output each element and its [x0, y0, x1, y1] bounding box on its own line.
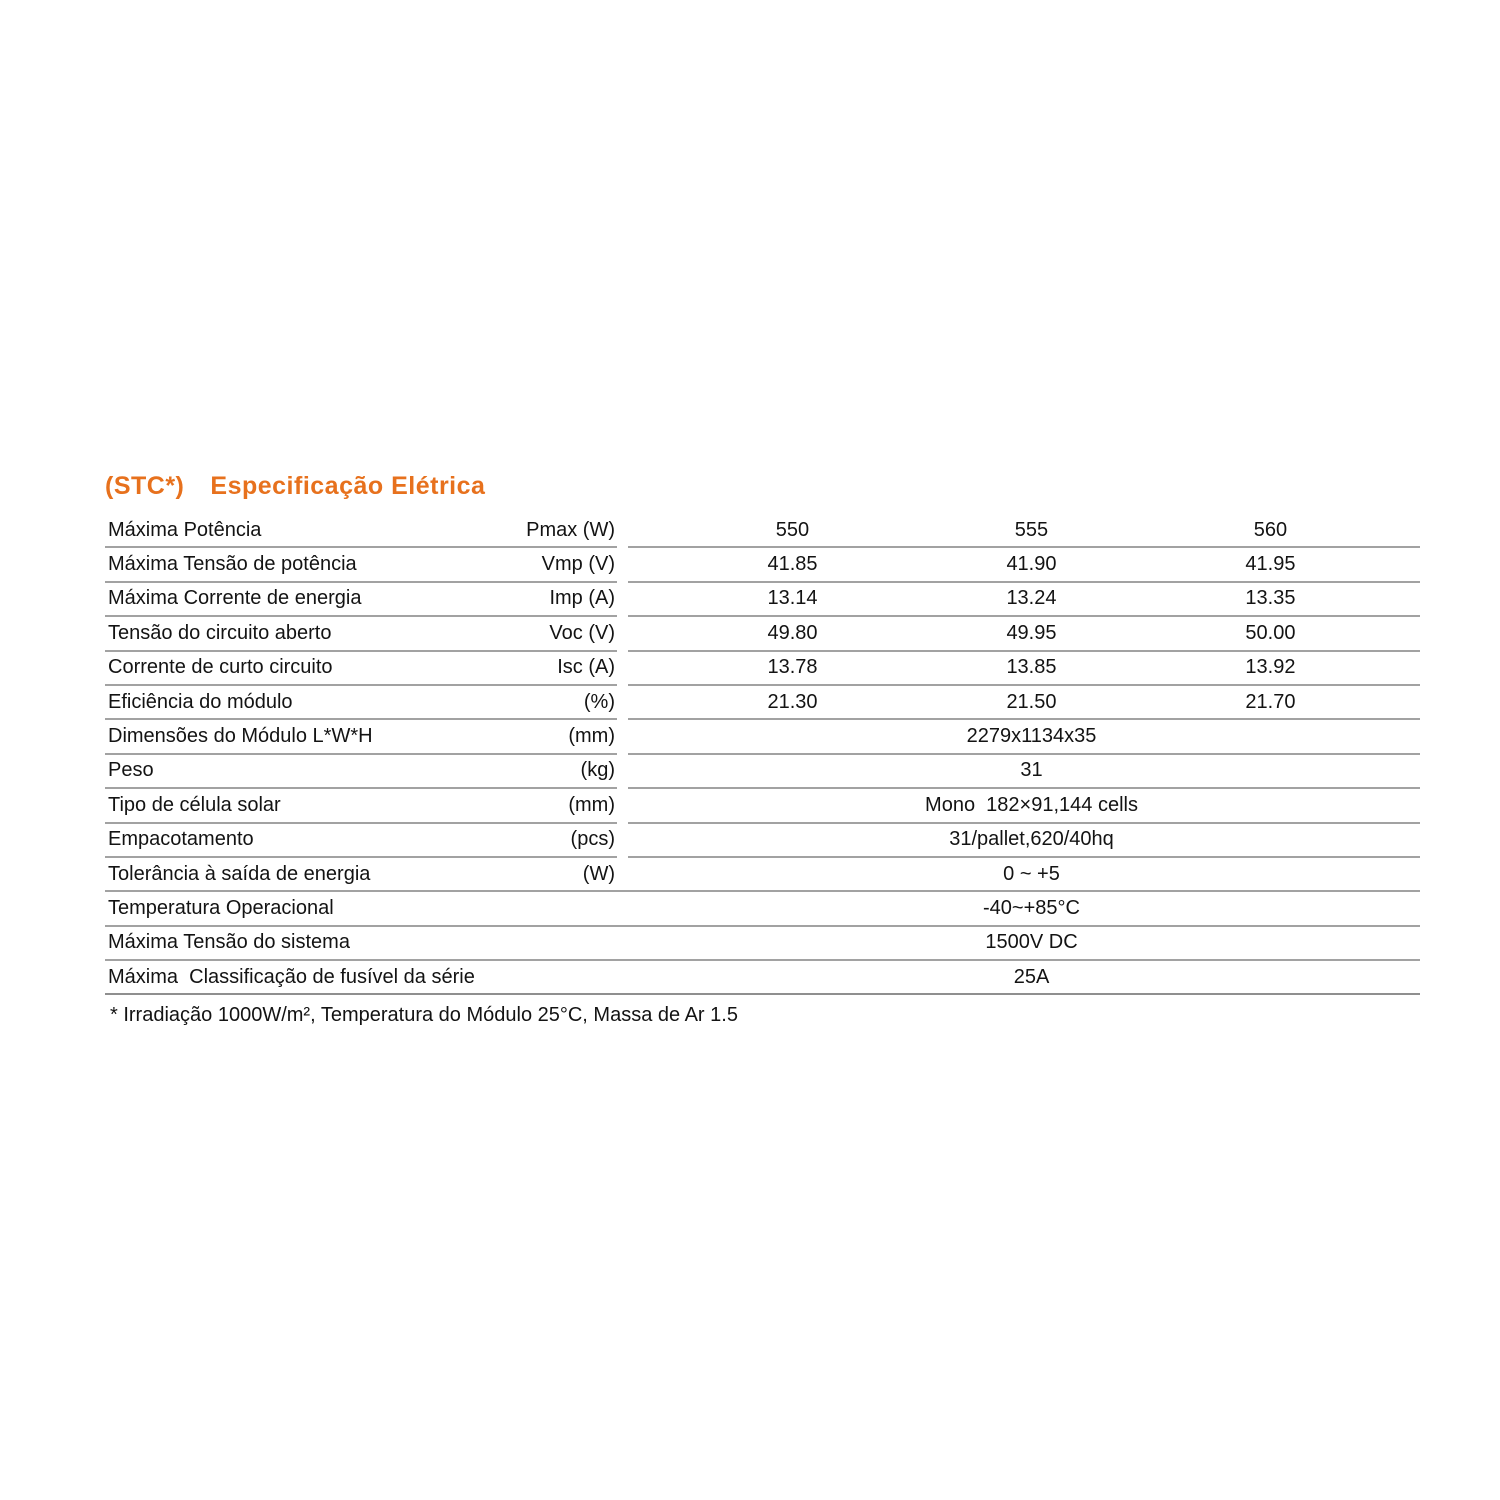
row-value-merged: -40~+85°C: [983, 896, 1080, 919]
row-value: 49.95: [1006, 621, 1057, 644]
row-unit: Isc (A): [557, 656, 615, 679]
row-value-merged: 31/pallet,620/40hq: [949, 828, 1114, 851]
row-value-merged: 2279x1134x35: [966, 725, 1097, 748]
row-unit: (W): [582, 862, 615, 885]
stc-footnote: * Irradiação 1000W/m², Temperatura do Módulo 25°C, Massa de Ar 1.5: [110, 1004, 738, 1027]
row-value: 13.14: [767, 587, 818, 610]
row-value: 50.00: [1245, 621, 1296, 644]
row-value: 555: [1014, 518, 1049, 541]
row-label: Máxima Tensão do sistema: [108, 931, 350, 954]
title-text: Especificação Elétrica: [210, 472, 486, 500]
row-value-merged: Mono 182×91,144 cells: [925, 793, 1138, 816]
row-value-merged: 1500V DC: [985, 931, 1078, 954]
table-row-isc: [105, 652, 1420, 686]
row-label: Tipo de célula solar: [108, 793, 281, 816]
row-unit: Imp (A): [549, 587, 615, 610]
row-label: Eficiência do módulo: [108, 690, 293, 713]
row-value: 41.90: [1006, 553, 1057, 576]
row-label: Tensão do circuito aberto: [108, 621, 332, 644]
row-unit: (kg): [580, 759, 615, 782]
row-value: 13.92: [1245, 656, 1296, 679]
row-label: Temperatura Operacional: [108, 896, 334, 919]
table-row-voc: [105, 617, 1420, 651]
page-title: [105, 472, 1420, 503]
row-unit: (pcs): [570, 828, 615, 851]
row-value: 560: [1253, 518, 1288, 541]
table-row-max-fuse-rating: [105, 961, 1420, 995]
table-row-power-tolerance: [105, 858, 1420, 892]
row-unit: Vmp (V): [541, 553, 615, 576]
row-value: 41.85: [767, 553, 818, 576]
table-row-vmp: [105, 548, 1420, 582]
table-row-pmax: [105, 514, 1420, 548]
row-value: 21.50: [1006, 690, 1057, 713]
row-label: Máxima Tensão de potência: [108, 553, 357, 576]
row-value: 21.70: [1245, 690, 1296, 713]
row-unit: (%): [583, 690, 615, 713]
row-value: 13.85: [1006, 656, 1057, 679]
table-row-packaging: [105, 824, 1420, 858]
row-label: Máxima Classificação de fusível da série: [108, 965, 475, 988]
row-value: 13.78: [767, 656, 818, 679]
row-label: Tolerância à saída de energia: [108, 862, 371, 885]
row-value-merged: 25A: [1013, 965, 1050, 988]
row-value: 13.35: [1245, 587, 1296, 610]
title-prefix: (STC*): [105, 472, 185, 500]
table-row-cell-type: [105, 789, 1420, 823]
row-value-merged: 31: [1020, 759, 1043, 782]
row-value: 49.80: [767, 621, 818, 644]
row-value: 13.24: [1006, 587, 1057, 610]
row-value: 41.95: [1245, 553, 1296, 576]
table-row-efficiency: [105, 686, 1420, 720]
row-label: Máxima Potência: [108, 518, 262, 541]
row-label: Corrente de curto circuito: [108, 656, 333, 679]
table-row-dimensions: [105, 720, 1420, 754]
row-value-merged: 0 ~ +5: [1003, 862, 1060, 885]
spec-sheet: [105, 472, 1420, 1027]
table-row-operating-temperature: [105, 892, 1420, 926]
row-unit: Pmax (W): [526, 518, 615, 541]
row-label: Dimensões do Módulo L*W*H: [108, 725, 373, 748]
row-label: Empacotamento: [108, 828, 254, 851]
table-row-max-system-voltage: [105, 927, 1420, 961]
row-unit: (mm): [568, 725, 615, 748]
table-row-imp: [105, 583, 1420, 617]
row-label: Peso: [108, 759, 154, 782]
row-value: 550: [775, 518, 810, 541]
row-unit: Voc (V): [549, 621, 615, 644]
row-unit: (mm): [568, 793, 615, 816]
table-row-weight: [105, 755, 1420, 789]
row-value: 21.30: [767, 690, 818, 713]
row-label: Máxima Corrente de energia: [108, 587, 362, 610]
spec-table: [105, 514, 1420, 995]
